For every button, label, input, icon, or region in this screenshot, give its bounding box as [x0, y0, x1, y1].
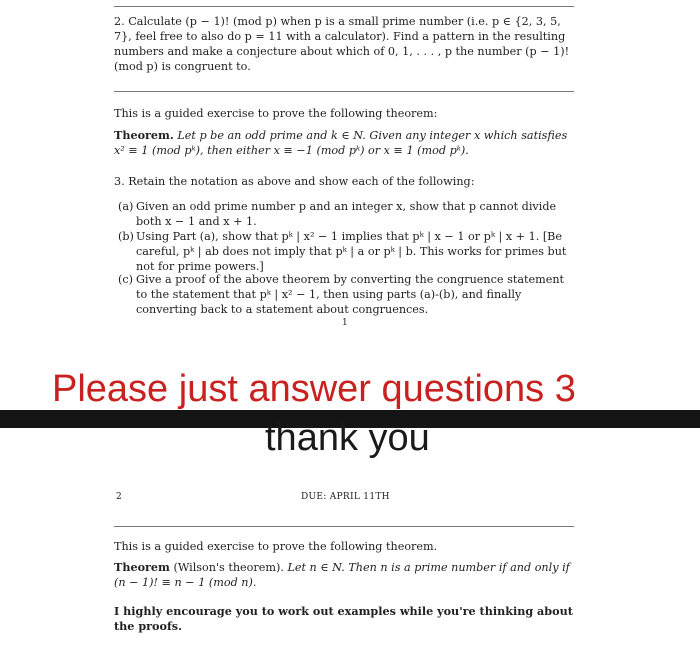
- overlay-thanks: thank you: [265, 417, 430, 459]
- divider-bottom: [114, 526, 574, 527]
- divider-top: [114, 6, 574, 7]
- wilson-theorem-label: Theorem: [114, 560, 170, 574]
- theorem-text: Let p be an odd prime and k ∈ N. Given any integer x which satisfies x² ≡ 1 (mod pᵏ), then either x ≡ −1 (mod pᵏ) or x ≡ 1 (mod pᵏ).: [114, 129, 568, 157]
- part-a-text: Given an odd prime number p and an integer x, show that p cannot divide both x − 1 and x + 1.: [136, 200, 557, 228]
- theorem-label: Theorem.: [114, 128, 174, 142]
- due-date: DUE: APRIL 11TH: [301, 492, 390, 502]
- overlay-request: Please just answer questions 3: [52, 368, 576, 410]
- part-b-tag: (b): [118, 230, 134, 243]
- intro-text-2: This is a guided exercise to prove the following theorem.: [114, 540, 438, 553]
- wilson-theorem: [114, 560, 574, 590]
- part-b-text: Using Part (a), show that pᵏ | x² − 1 implies that pᵏ | x − 1 or pᵏ | x + 1. [Be careful, pᵏ | ab does not imply that pᵏ | a or pᵏ | b. This works for primes but not for prime powers.]: [136, 230, 567, 273]
- intro-text: This is a guided exercise to prove the following theorem:: [114, 107, 438, 120]
- question-2: 2. Calculate (p − 1)! (mod p) when p is a small prime number (i.e. p ∈ {2, 3, 5, 7}, feel free to also do p = 11 with a calculator). Find a pattern in the resulting numbers and make a conjecture about which of 0, 1, . . . , p the number (p − 1)! (mod p) is congruent to.: [114, 15, 570, 73]
- theorem: [114, 128, 574, 158]
- part-c-text: Give a proof of the above theorem by converting the congruence statement to the statement that pᵏ | x² − 1, then using parts (a)-(b), and finally converting back to a statement about congruences.: [136, 273, 565, 316]
- page-2: [0, 428, 700, 646]
- page-number-2: 2: [116, 492, 122, 502]
- part-b: [118, 229, 574, 274]
- page-number-1: 1: [342, 318, 348, 328]
- wilson-theorem-text: Let n ∈ N. Then n is a prime number if and only if (n − 1)! ≡ n − 1 (mod n).: [114, 561, 570, 589]
- part-a: [118, 199, 574, 229]
- part-a-tag: (a): [118, 200, 134, 213]
- wilson-theorem-name: (Wilson's theorem).: [173, 561, 284, 574]
- divider-middle: [114, 91, 574, 92]
- question-3: 3. Retain the notation as above and show each of the following:: [114, 175, 475, 188]
- part-c-tag: (c): [118, 273, 133, 286]
- encouragement: I highly encourage you to work out examples while you're thinking about the proofs.: [114, 604, 573, 633]
- part-c: [118, 272, 574, 317]
